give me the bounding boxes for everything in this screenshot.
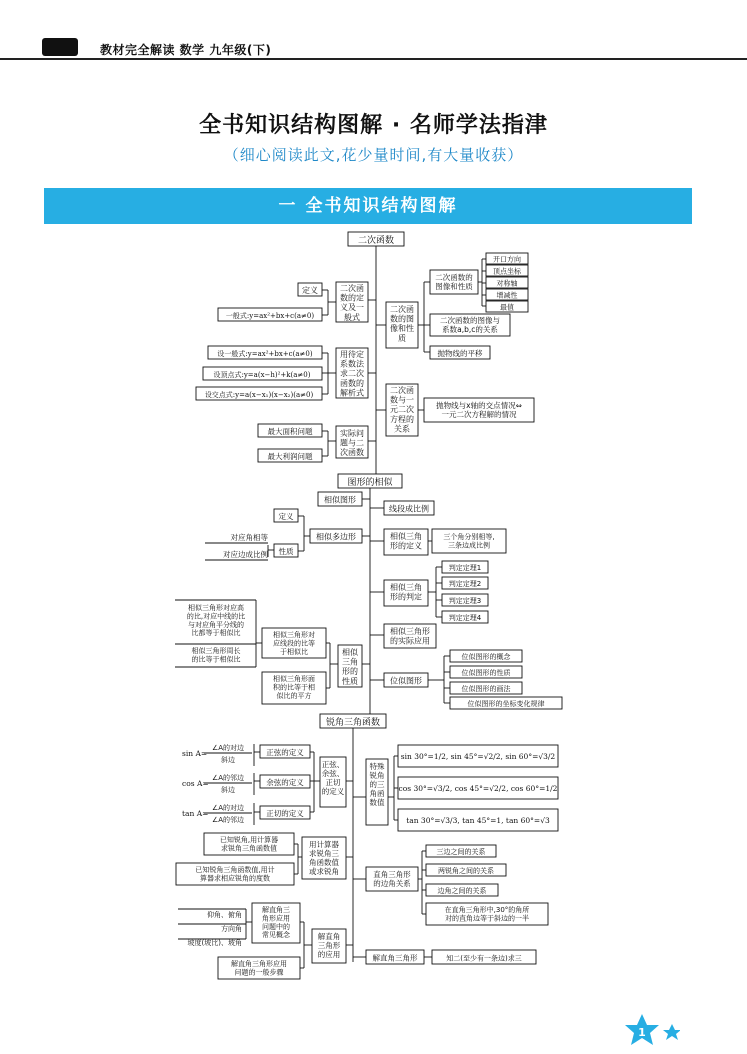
note-tri-altitude-ratio <box>187 603 245 637</box>
leaf-homothety-draw-label: 位似图形的画法 <box>461 685 511 693</box>
text-line: 抛物线与x轴的交点情况⇔ <box>436 401 522 410</box>
leaf-vertex-label: 顶点坐标 <box>493 267 521 276</box>
text-line: 相似三角形面 <box>273 675 315 683</box>
text-line: 三角 <box>342 657 358 667</box>
formula-tangent-lhs: tan A= <box>182 809 209 818</box>
text-line: 般式 <box>344 312 360 322</box>
text-line: 相似三角形对 <box>273 631 315 639</box>
leaf-side-angle-relation-label: 边角之间的关系 <box>437 887 487 895</box>
text-line: 的比,对应中线的比 <box>186 612 246 621</box>
text-line: 数与一 <box>390 395 414 405</box>
node-quad-undetermined-label <box>340 349 365 397</box>
text-line: 算器求相应锐角的度数 <box>200 874 270 883</box>
node-solution-steps-label <box>231 959 287 976</box>
text-line: 常见概念 <box>262 931 290 940</box>
text-line: 方程的 <box>390 414 414 424</box>
text-line: 已知锐角,用计算器 <box>219 836 279 844</box>
node-similar-root-label: 图形的相似 <box>347 478 393 488</box>
leaf-poly-prop-angles: 对应角相等 <box>230 533 268 542</box>
text-line: 锐角 <box>369 771 385 780</box>
text-line: 的边角关系 <box>373 879 411 888</box>
text-line: 的实际应用 <box>390 636 430 646</box>
leaf-homothety-coords-label: 位似图形的坐标变化规律 <box>467 700 545 708</box>
leaf-poly-prop-sides: 对应边成比例 <box>223 550 268 559</box>
leaf-axis-label: 对称轴 <box>496 279 518 288</box>
text-line: 或求锐角 <box>309 867 339 876</box>
leaf-calc-value-label <box>220 835 278 852</box>
text-line: 与对应角平分线的 <box>188 620 244 629</box>
node-similar-polygons-label: 相似多边形 <box>316 532 356 542</box>
text-line: 相似三角形 <box>390 627 430 636</box>
leaf-homothety-props-label: 位似图形的性质 <box>461 669 511 677</box>
formula-sine-num: ∠A的对边 <box>211 744 245 752</box>
node-tri-definition-label <box>390 531 422 551</box>
text-line: 用计算器 <box>309 840 339 849</box>
leaf-poly-def-label: 定义 <box>278 512 294 521</box>
formula-sine-den: 斜边 <box>221 756 235 764</box>
node-tri-criteria-label <box>390 582 422 602</box>
text-line: 数的定 <box>340 293 364 303</box>
page-subtitle: （细心阅读此文,花少量时间,有大量收获） <box>223 146 524 164</box>
leaf-criterion-4-label: 判定定理4 <box>448 614 482 622</box>
text-line: 求锐角三 <box>309 849 339 858</box>
text-line: 二次函数的 <box>435 273 473 282</box>
text-line: 解直角 <box>317 932 341 941</box>
text-line: 系数法 <box>340 359 364 369</box>
node-special-values-label <box>370 761 385 807</box>
text-line: 在直角三角形中,30°的角所 <box>444 906 530 914</box>
node-edge-angle-label <box>373 869 411 888</box>
text-line: 于相似比 <box>280 647 308 656</box>
star-small-icon <box>663 1024 680 1040</box>
node-quad-intersection-label <box>436 400 522 419</box>
text-line: 正弦、 <box>321 760 345 769</box>
text-line: 的应用 <box>317 950 341 959</box>
leaf-open-dir-label: 开口方向 <box>493 255 521 264</box>
leaf-criterion-1-label: 判定定理1 <box>448 564 482 572</box>
text-line: 直角三角形 <box>373 870 411 879</box>
publisher-logo <box>42 38 78 56</box>
formula-cosine-lhs: cos A= <box>182 779 209 788</box>
text-line: 的定义 <box>321 787 345 796</box>
text-line: 解直角三角形应用 <box>231 960 287 968</box>
text-line: 关系 <box>394 424 410 434</box>
node-homothety-label: 位似图形 <box>390 676 422 686</box>
leaf-calc-angle-label <box>195 865 274 882</box>
node-quadratic-root-label: 二次函数 <box>357 236 395 246</box>
formula-cosine-num: ∠A的邻边 <box>211 774 245 782</box>
text-line: 似比的平方 <box>276 691 312 700</box>
text-line: 特殊 <box>369 762 385 771</box>
formula-tangent-den: ∠A的邻边 <box>211 816 245 824</box>
text-line: 问题中的 <box>262 922 290 931</box>
text-line: 三个角分别相等, <box>443 533 495 541</box>
text-line: 像和性 <box>390 324 414 334</box>
node-common-concepts-label <box>262 905 291 939</box>
text-line: 应线段的比等 <box>273 639 315 648</box>
leaf-elevation-angle: 仰角、俯角 <box>207 911 242 919</box>
node-tri-def-content-label <box>443 532 494 549</box>
leaf-extremum-label: 最值 <box>500 303 514 312</box>
text-line: 已知锐角三角函数值,用计 <box>195 866 275 874</box>
node-know-two-find-three-label: 知二(至少有一条边)求三 <box>446 954 522 963</box>
text-line: 题与二 <box>340 438 364 448</box>
leaf-max-profit-label: 最大利润问题 <box>267 452 313 461</box>
leaf-definition-label: 定义 <box>302 286 318 295</box>
page-number: 1 <box>638 1026 646 1039</box>
text-line: 解析式 <box>340 388 364 398</box>
text-line: 系数a,b,c的关系 <box>442 325 498 334</box>
node-quad-coeff-label <box>440 315 500 334</box>
text-line: 二次函数的图像与 <box>440 316 500 325</box>
text-line: 求二次 <box>340 369 364 379</box>
text-line: 相似三角 <box>390 532 422 541</box>
text-line: 的三 <box>369 780 385 789</box>
text-line: 图像和性质 <box>435 282 473 291</box>
node-tri-application-label <box>390 626 430 646</box>
text-line: 二次函 <box>390 386 414 395</box>
leaf-criterion-3-label: 判定定理3 <box>448 597 482 605</box>
leaf-slope: 坡度(坡比)、坡角 <box>187 939 242 947</box>
node-quad-graph-props-label <box>435 272 473 291</box>
leaf-criterion-2-label: 判定定理2 <box>448 580 482 588</box>
text-line: 相似三角 <box>390 583 422 592</box>
leaf-poly-prop-label: 性质 <box>278 547 294 556</box>
text-line: 问题的一般步骤 <box>234 968 284 977</box>
text-line: 形的定义 <box>390 541 422 551</box>
node-quad-application-label <box>340 428 364 457</box>
node-trig-application-label <box>318 931 341 959</box>
leaf-general-form-label: 一般式:y=ax²+bx+c(a≠0) <box>225 312 315 320</box>
special-tangent-row-label: tan 30°=√3/3, tan 45°=1, tan 60°=√3 <box>406 816 550 825</box>
node-trig-def-label <box>322 759 345 796</box>
text-line: 次函数 <box>340 448 364 458</box>
leaf-vertex-form-label: 设顶点式:y=a(x−h)²+k(a≠0) <box>213 371 311 379</box>
special-sine-row-label: sin 30°=1/2, sin 45°=√2/2, sin 60°=√3/2 <box>400 752 556 761</box>
text-line: 形的 <box>342 667 358 677</box>
text-line: 相似三角形对应高 <box>188 604 244 612</box>
text-line: 相似 <box>342 648 358 657</box>
text-line: 二次函 <box>390 305 414 314</box>
leaf-30-degree-note-label <box>445 905 530 922</box>
formula-sine-lhs: sin A= <box>182 749 208 758</box>
text-line: 三角形 <box>317 941 341 950</box>
text-line: 角函数值 <box>309 858 339 867</box>
leaf-acute-relation-label: 两锐角之间的关系 <box>438 867 494 875</box>
leaf-general-form-set-label: 设一般式:y=ax²+bx+c(a≠0) <box>217 350 313 358</box>
text-line: 解直角三 <box>262 906 290 914</box>
leaf-homothety-concept-label: 位似图形的概念 <box>461 653 511 661</box>
node-similar-figures-label: 相似图形 <box>324 495 356 505</box>
text-line: 性质 <box>342 676 358 686</box>
book-title: 教材完全解读 数学 九年级(下) <box>100 43 272 57</box>
text-line: 三条边成比例 <box>448 541 490 550</box>
text-line: 一元二次方程解的情况 <box>441 410 517 419</box>
text-line: 函数的 <box>340 378 364 388</box>
leaf-bearing: 方向角 <box>221 925 242 933</box>
text-line: 对的直角边等于斜边的一半 <box>445 914 529 923</box>
page-number-badge <box>620 1012 680 1052</box>
text-line: 求锐角三角函数值 <box>221 844 277 853</box>
text-line: 形的判定 <box>390 592 422 602</box>
knowledge-structure-diagram <box>0 228 747 988</box>
page-title: 全书知识结构图解 · 名师学法指津 <box>199 113 548 138</box>
text-line: 相似三角形周长 <box>191 647 241 655</box>
leaf-tangent-def-label: 正切的定义 <box>266 809 304 818</box>
node-similar-tri-props-label <box>342 647 359 686</box>
node-quad-translate-label: 抛物线的平移 <box>437 349 483 358</box>
formula-tangent-num: ∠A的对边 <box>211 804 245 812</box>
node-calculator-label <box>309 839 339 876</box>
text-line: 二次函 <box>340 284 364 293</box>
text-line: 积的比等于相 <box>273 683 315 692</box>
leaf-side-relation-label: 三边之间的关系 <box>436 848 486 856</box>
node-solve-right-tri-label: 解直角三角形 <box>372 953 418 963</box>
text-line: 角函 <box>369 789 385 798</box>
note-tri-perimeter-ratio <box>192 646 241 663</box>
special-cosine-row-label: cos 30°=√3/2, cos 45°=√2/2, cos 60°=1/2 <box>398 784 558 793</box>
node-segment-prop-label: 线段成比例 <box>389 504 429 514</box>
node-trig-root-label: 锐角三角函数 <box>325 718 381 728</box>
text-line: 数值 <box>369 798 385 807</box>
leaf-monotonic-label: 增减性 <box>496 291 518 300</box>
leaf-max-area-label: 最大面积问题 <box>267 427 313 436</box>
text-line: 数的图 <box>390 314 414 324</box>
text-line: 比都等于相似比 <box>191 629 241 638</box>
leaf-sine-def-label: 正弦的定义 <box>266 748 304 757</box>
text-line: 元二次 <box>390 405 414 415</box>
leaf-intercept-form-label: 设交点式:y=a(x−x₁)(x−x₂)(a≠0) <box>204 391 314 399</box>
leaf-cosine-def-label: 余弦的定义 <box>266 778 304 787</box>
header-divider <box>0 58 747 60</box>
text-line: 余弦、 <box>321 769 345 778</box>
text-line: 义及一 <box>340 303 364 313</box>
text-line: 的比等于相似比 <box>191 655 241 664</box>
text-line: 实际问 <box>340 429 364 438</box>
node-tri-area-ratio-label <box>273 674 315 700</box>
section-banner: 一 全书知识结构图解 <box>44 188 692 224</box>
text-line: 正切 <box>325 778 341 787</box>
text-line: 用待定 <box>340 350 364 359</box>
formula-cosine-den: 斜边 <box>221 786 235 794</box>
text-line: 质 <box>398 333 406 343</box>
text-line: 角形应用 <box>262 914 290 923</box>
